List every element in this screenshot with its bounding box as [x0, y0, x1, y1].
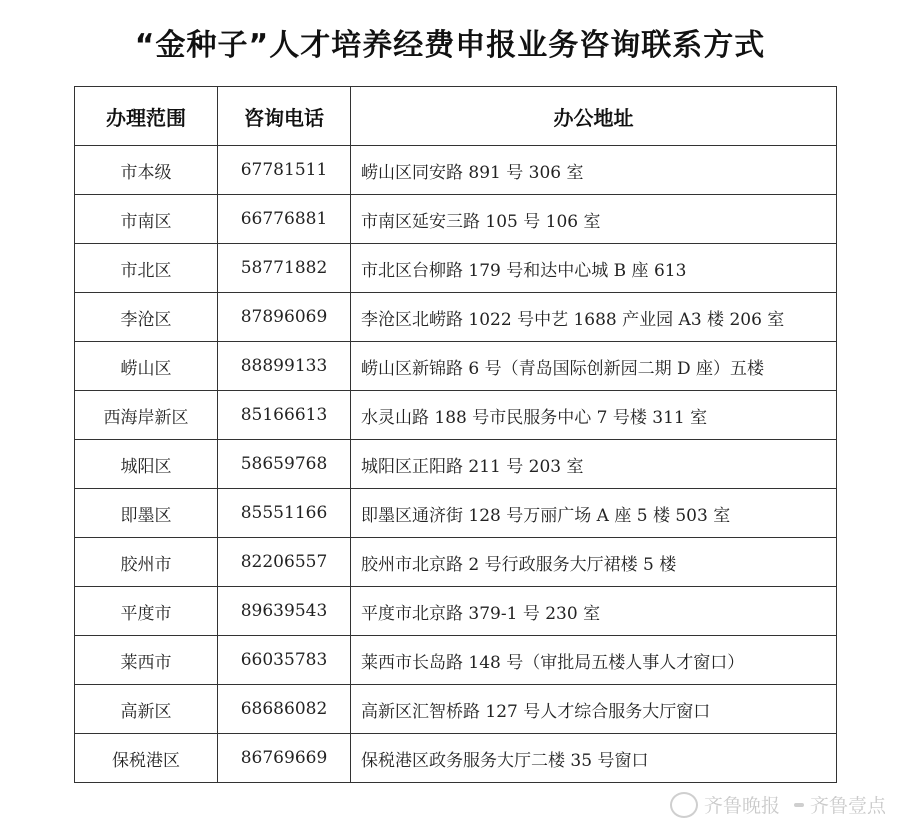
page-title: “金种子”人才培养经费申报业务咨询联系方式 [134, 28, 766, 63]
cell-address: 市南区延安三路 105 号 106 室 [351, 195, 837, 244]
cell-address: 城阳区正阳路 211 号 203 室 [351, 440, 837, 489]
table-header-row [75, 87, 837, 146]
table-row [75, 293, 837, 342]
header-address: 办公地址 [351, 87, 837, 146]
cell-address: 崂山区同安路 891 号 306 室 [351, 146, 837, 195]
cell-scope: 崂山区 [75, 342, 218, 391]
cell-scope: 市本级 [75, 146, 218, 195]
cell-address: 莱西市长岛路 148 号（审批局五楼人事人才窗口） [351, 636, 837, 685]
watermark-brand: 齐鲁壹点 [809, 795, 886, 817]
cell-address: 即墨区通济街 128 号万丽广场 A 座 5 楼 503 室 [351, 489, 837, 538]
cell-scope: 即墨区 [75, 489, 218, 538]
table-row [75, 636, 837, 685]
table-row [75, 538, 837, 587]
table-row [75, 146, 837, 195]
watermark-text: 齐鲁晚报 [703, 795, 780, 817]
contact-table [74, 86, 837, 783]
cell-scope: 平度市 [75, 587, 218, 636]
cell-scope: 李沧区 [75, 293, 218, 342]
cell-phone: 67781511 [218, 146, 351, 195]
cell-scope: 高新区 [75, 685, 218, 734]
table-row [75, 342, 837, 391]
cell-phone: 89639543 [218, 587, 351, 636]
cell-phone: 58771882 [218, 244, 351, 293]
cell-address: 高新区汇智桥路 127 号人才综合服务大厅窗口 [351, 685, 837, 734]
table-row [75, 489, 837, 538]
cell-phone: 85551166 [218, 489, 351, 538]
header-scope: 办理范围 [75, 87, 218, 146]
cell-phone: 85166613 [218, 391, 351, 440]
cell-scope: 西海岸新区 [75, 391, 218, 440]
cell-scope: 市南区 [75, 195, 218, 244]
cell-scope: 莱西市 [75, 636, 218, 685]
cell-address: 崂山区新锦路 6 号（青岛国际创新园二期 D 座）五楼 [351, 342, 837, 391]
cell-address: 胶州市北京路 2 号行政服务大厅裙楼 5 楼 [351, 538, 837, 587]
cell-scope: 市北区 [75, 244, 218, 293]
table-row [75, 587, 837, 636]
table-row [75, 391, 837, 440]
cell-address: 水灵山路 188 号市民服务中心 7 号楼 311 室 [351, 391, 837, 440]
cell-address: 李沧区北崂路 1022 号中艺 1688 产业园 A3 楼 206 室 [351, 293, 837, 342]
cell-phone: 68686082 [218, 685, 351, 734]
header-phone: 咨询电话 [218, 87, 351, 146]
qilu-logo-icon [670, 792, 698, 818]
cell-phone: 66035783 [218, 636, 351, 685]
cell-scope: 胶州市 [75, 538, 218, 587]
cell-address: 保税港区政务服务大厅二楼 35 号窗口 [351, 734, 837, 783]
watermark-badge-icon [794, 803, 804, 807]
cell-address: 市北区台柳路 179 号和达中心城 B 座 613 [351, 244, 837, 293]
watermark [670, 791, 886, 818]
cell-phone: 66776881 [218, 195, 351, 244]
table-row [75, 734, 837, 783]
table-row [75, 195, 837, 244]
cell-phone: 87896069 [218, 293, 351, 342]
cell-phone: 88899133 [218, 342, 351, 391]
cell-address: 平度市北京路 379-1 号 230 室 [351, 587, 837, 636]
cell-phone: 86769669 [218, 734, 351, 783]
table-row [75, 685, 837, 734]
cell-phone: 58659768 [218, 440, 351, 489]
table-row [75, 244, 837, 293]
cell-phone: 82206557 [218, 538, 351, 587]
table-row [75, 440, 837, 489]
cell-scope: 城阳区 [75, 440, 218, 489]
cell-scope: 保税港区 [75, 734, 218, 783]
